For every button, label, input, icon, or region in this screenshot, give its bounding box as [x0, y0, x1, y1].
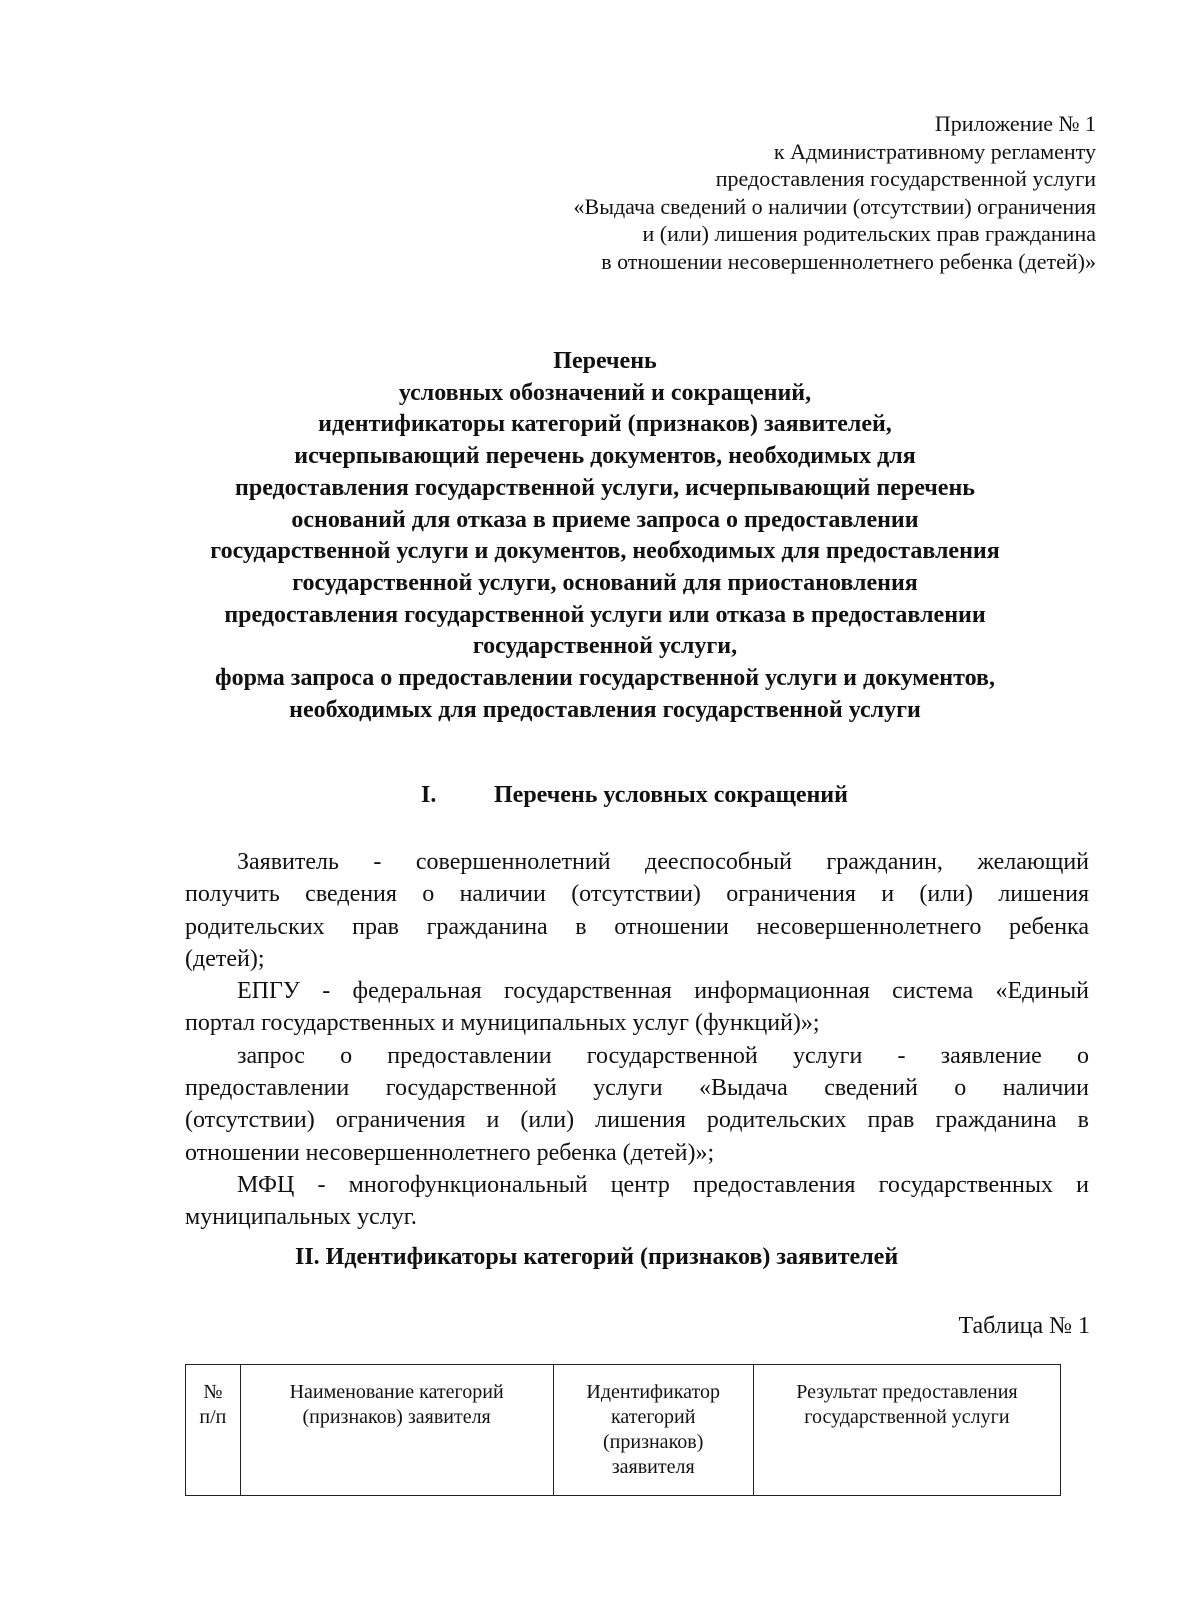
- body-line: отношении несовершеннолетнего ребенка (детей)»;: [185, 1139, 715, 1166]
- body-line: муниципальных услуг.: [185, 1204, 417, 1231]
- title-line: исчерпывающий перечень документов, необходимых для: [294, 443, 916, 470]
- table-header-row: [186, 1365, 1061, 1496]
- section-2-title: II. Идентификаторы категорий (признаков) заявителей: [295, 1244, 899, 1270]
- section-1-number: I.: [421, 782, 437, 808]
- title-line: необходимых для предоставления государственной услуги: [289, 696, 921, 723]
- appendix-line: «Выдача сведений о наличии (отсутствии) ограничения: [573, 193, 1096, 219]
- title-line: предоставления государственной услуги или отказа в предоставлении: [224, 601, 986, 628]
- body-line: портал государственных и муниципальных услуг (функций)»;: [185, 1010, 820, 1037]
- title-line: идентификаторы категорий (признаков) заявителей,: [318, 411, 892, 438]
- appendix-line: Приложение № 1: [934, 111, 1096, 136]
- header-cell-category-name: Наименование категорий (признаков) заявителя: [240, 1365, 553, 1496]
- title-line: предоставления государственной услуги, исчерпывающий перечень: [235, 474, 975, 501]
- section-1-title: Перечень условных сокращений: [494, 782, 848, 808]
- header-cell-service-result: Результат предоставления государственной услуги: [753, 1365, 1060, 1496]
- body-line: запрос о предоставлении государственной услуги - заявление о: [237, 1042, 1089, 1069]
- body-line: (детей);: [185, 945, 265, 972]
- appendix-line: предоставления государственной услуги: [715, 166, 1096, 191]
- body-line: родительских прав гражданина в отношении несовершеннолетнего ребенка: [185, 913, 1089, 940]
- table-caption: Таблица № 1: [958, 1313, 1090, 1339]
- body-line: Заявитель - совершеннолетний дееспособный гражданин, желающий: [237, 849, 1089, 875]
- header-cell-number: № п/п: [186, 1365, 241, 1496]
- body-line: предоставлении государственной услуги «Выдача сведений о наличии: [185, 1075, 1089, 1102]
- title-line: Перечень: [553, 348, 657, 374]
- body-line: (отсутствии) ограничения и (или) лишения родительских прав гражданина в: [185, 1107, 1089, 1134]
- document-title: [120, 346, 1090, 726]
- body-line: ЕПГУ - федеральная государственная информационная система «Единый: [237, 978, 1089, 1005]
- title-line: государственной услуги,: [472, 633, 738, 660]
- body-line: получить сведения о наличии (отсутствии) ограничения и (или) лишения: [185, 881, 1089, 908]
- appendix-line: и (или) лишения родительских прав гражданина: [642, 221, 1096, 246]
- appendix-header: [574, 110, 1096, 275]
- section-1-body: [185, 846, 1089, 1234]
- body-line: МФЦ - многофункциональный центр предоставления государственных и: [237, 1171, 1089, 1198]
- title-line: оснований для отказа в приеме запроса о предоставлении: [291, 506, 919, 533]
- appendix-line: в отношении несовершеннолетнего ребенка (детей)»: [601, 248, 1096, 274]
- title-line: условных обозначений и сокращений,: [398, 379, 812, 406]
- title-line: государственной услуги и документов, необходимых для предоставления: [210, 538, 1000, 565]
- title-line: государственной услуги, оснований для приостановления: [292, 569, 918, 596]
- applicant-categories-table: [185, 1364, 1061, 1496]
- title-line: форма запроса о предоставлении государственной услуги и документов,: [215, 665, 995, 692]
- header-cell-category-id: Идентификатор категорий (признаков) заявителя: [553, 1365, 753, 1496]
- appendix-line: к Административному регламенту: [773, 138, 1096, 164]
